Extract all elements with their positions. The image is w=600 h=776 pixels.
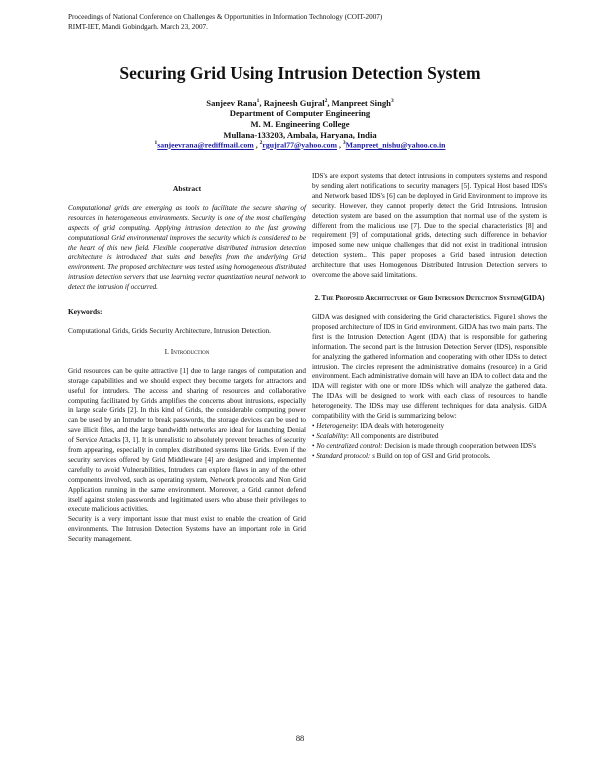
author-block [0, 96, 600, 140]
list-item [312, 442, 547, 452]
email-link-2[interactable]: rgujral77@yahoo.com [262, 140, 338, 150]
list-text: Build on top of GSI and Grid protocols. [374, 451, 491, 460]
paper-title: Securing Grid Using Intrusion Detection System [119, 63, 481, 83]
author-sep: , [327, 97, 332, 108]
author-2-mark: 2 [324, 98, 328, 104]
email-link-1[interactable]: sanjeevrana@rediffmail.com [157, 140, 254, 150]
keywords-heading: Keywords: [68, 307, 103, 317]
list-text: : All components are distributed [346, 431, 439, 440]
left-column [68, 180, 306, 545]
list-text: Decision is made through cooperation between IDS's [382, 441, 537, 450]
list-item [312, 422, 547, 432]
author-3: Manpreet Singh [331, 97, 391, 108]
email-link-3[interactable]: Manpreet_nishu@yahoo.co.in [345, 140, 446, 150]
department: Department of Computer Engineering [229, 108, 371, 119]
keywords-text: Computational Grids, Grids Security Architecture, Intrusion Detection. [68, 326, 271, 335]
email-line [0, 140, 600, 150]
proceedings-line-1: Proceedings of National Conference on Challenges & Opportunities in Information Technology (COIT-2007) [68, 13, 383, 21]
author-2: Rajneesh Gujral [263, 97, 325, 108]
intro-paragraph-2: Security is a very important issue that must exist to enable the creation of Grid environments. The Intrusion Detection Systems have an important role in Grid Security management. [68, 515, 306, 544]
author-names [0, 96, 600, 108]
abstract-text: Computational grids are emerging as tools to facilitate the secure sharing of resources in heterogeneous environments. Security is one of the most challenging aspects of grid computing. Applying intrusion detection to the fast growing computational Grid environmental improves the security which is considered to be the heart of this new field. Flexible cooperative distributed intrusion detection architecture is introduced that suits and benefits from the underlying Grid environment. The proposed architecture was tested using homogeneous distributed intrusion detection servers that use learning vector quantization neural network to detect the intrusion if occurred. [68, 203, 306, 292]
list-term: No centralized control: [316, 441, 383, 450]
author-1: Sanjeev Rana [206, 97, 257, 108]
proceedings-header [68, 13, 548, 32]
email-sep: , [253, 140, 260, 150]
intro-paragraph-1: Grid resources can be quite attractive [1] due to large ranges of computation and storage capabilities and we should expect they become targets for attractors and useful for intruders. The access and sharing of resources and collaborative computing facilitated by Grids amplifies the concerns about intrusions, especially in large scale Grids [2]. In this kind of Grids, the considerable computing power can be used by an Intruder to break passwords, the storage devices can be used to save illicit files, and the large bandwidth networks are ideal for launching Denial of Service Attacks [3, 1]. It is unrealistic to absolutely prevent breaches of security from appearing, especially in complex distributed systems like Grids. Even if the security services offered by Grid Middleware [4] are designed and implemented carefully to avoid Vulnerabilities, Intruders can explore flaws in any of the other components involved, such as operating system, Network protocols and Non Grid Application running in the same environment. Moreover, a Grid cannot defend itself against stolen passwords and legitimated users who abuse their privileges to execute malicious activities. [68, 366, 306, 514]
email-3-mark: 3 [342, 140, 346, 146]
list-term: Heterogeneity [316, 421, 357, 430]
bullet-icon: • [312, 441, 315, 450]
author-3-mark: 3 [390, 98, 394, 104]
email-1-mark: 1 [154, 140, 158, 146]
address: Mullana-133203, Ambala, Haryana, India [223, 129, 377, 140]
author-1-mark: 1 [256, 98, 260, 104]
right-paragraph-2: GIDA was designed with considering the Grid characteristics. Figure1 shows the proposed architecture of IDS in Grid environment. GIDA has two main parts. The first is the Intrusion Detection Agent (IDA) that is responsible for gathering information. The second part is the Intrusion Detection Server (IDS), responsible for analyzing the gathered information and cooperating with other IDSs to detect intrusion. The circles represent the administrative domains (resource) in a Grid environment. Each administrative domain will have an IDA to collect data and the IDA will register with one or more IDSs which will analyze the gathered data. The IDAs will be designed to work with each class of resources to handle heterogeneity. The IDSs may use different techniques for data analysis. GIDA compatibility with the Grid is summarizing below: [312, 312, 547, 421]
section-2-heading: 2. The Proposed Architecture of Grid Intrusion Detection System(GIDA) [314, 293, 545, 302]
bullet-icon: • [312, 451, 315, 460]
college: M. M. Engineering College [250, 119, 350, 130]
compatibility-list [312, 422, 547, 462]
page-number: 88 [295, 734, 305, 743]
bullet-icon: • [312, 431, 315, 440]
email-2-mark: 2 [259, 140, 263, 146]
author-sep: , [259, 97, 264, 108]
abstract-heading: Abstract [172, 184, 202, 193]
email-sep: , [337, 140, 343, 150]
right-paragraph-1: IDS's are export systems that detect intrusions in computers systems and respond by sending alert notifications to security managers [5]. Typical Host based IDS's and Network based IDS's [6] can be deployed in Grid Environment to improve its security. However, they cannot properly detect the Grid Intrusions. Intrusion detection system are based on the assumption that normal use of the system is different from the malicious use [7]. Due to the special characteristics [8] and requirement [9] of computational grids, detecting such difference in behavior imposed some new unique challenges that did not exist in traditional intrusion detection system.. This paper proposes a Grid based intrusion detection architecture that uses Homogenous Distributed Intrusion Detection servers to overcome the above said limitations. [312, 172, 547, 280]
section-1-heading: I. Introduction [164, 346, 210, 356]
bullet-icon: • [312, 421, 315, 430]
right-column [312, 172, 547, 462]
list-term: Scalability [316, 431, 347, 440]
list-term: Standard protocol: s [316, 451, 375, 460]
list-item [312, 452, 547, 462]
list-text: : IDA deals with heterogeneity [356, 421, 445, 430]
list-item [312, 432, 547, 442]
proceedings-line-2: RIMT-IET, Mandi Gobindgarh. March 23, 2007. [68, 22, 208, 31]
